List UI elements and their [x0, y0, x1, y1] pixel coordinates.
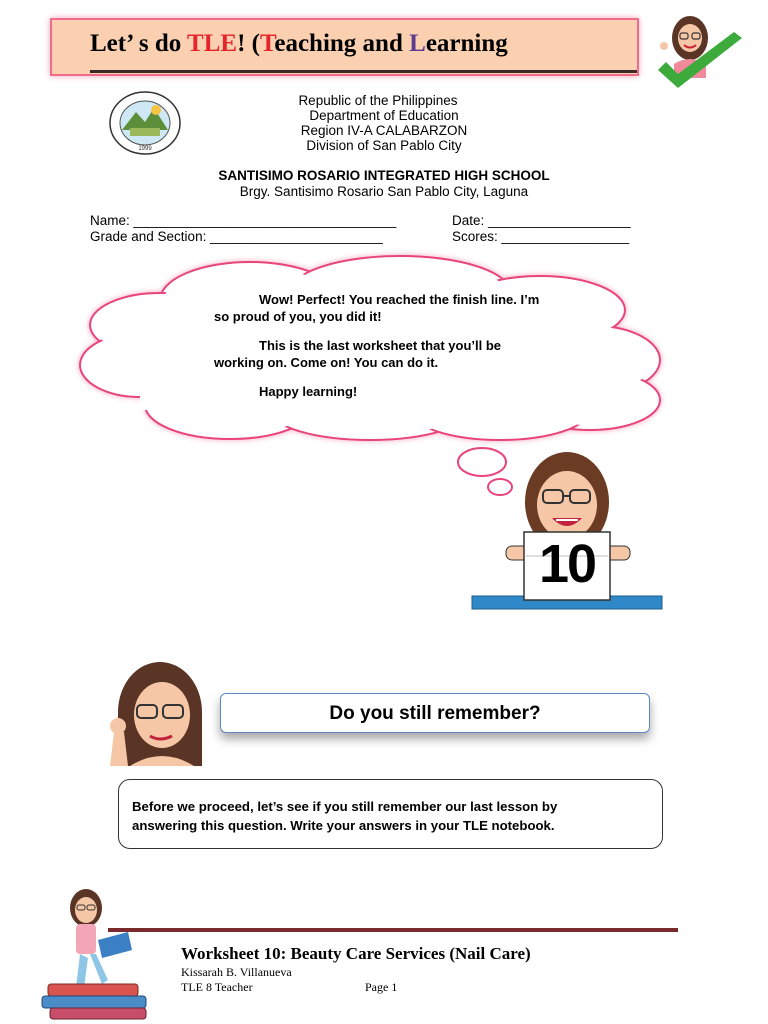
footer-divider [108, 928, 678, 932]
banner-t-letter: T [259, 30, 275, 57]
grade-section-field[interactable]: Grade and Section: _______________________ [90, 229, 383, 244]
bubble-line: Wow! Perfect! You reached the finish line. I’m [259, 292, 540, 307]
banner-text-part: s do [132, 30, 188, 57]
banner-text-part: Let [90, 30, 127, 57]
teacher-avatar-thinking-icon [90, 660, 210, 766]
school-seal-logo [108, 90, 182, 156]
banner-underline [90, 70, 637, 73]
page-number: Page 1 [365, 980, 398, 994]
teacher-avatar-check-icon [650, 8, 750, 98]
instruction-line: Before we proceed, let’s see if you still remember our last lesson by [132, 799, 558, 814]
bubble-line: working on. Come on! You can do it. [214, 355, 439, 370]
seal-year: 1999 [138, 146, 152, 152]
title-banner [50, 18, 639, 76]
header-division: Division of San Pablo City [306, 138, 462, 153]
banner-l-letter: L [409, 30, 426, 57]
teacher-reading-books-icon [40, 888, 160, 1020]
school-name: SANTISIMO ROSARIO INTEGRATED HIGH SCHOOL [218, 168, 550, 183]
remember-heading: Do you still remember? [329, 703, 541, 724]
instruction-text [132, 797, 557, 835]
banner-text-part: ! ( [237, 30, 260, 57]
bubble-line: so proud of you, you did it! [214, 309, 382, 324]
banner-apostrophe: ’ [126, 30, 133, 57]
banner-tle-word: TLE [187, 30, 238, 57]
banner-title [90, 30, 508, 58]
author-role: TLE 8 Teacher [181, 980, 253, 994]
date-field[interactable]: Date: ___________________ [452, 213, 631, 228]
banner-text-part: earning [425, 30, 508, 57]
instruction-box [118, 779, 663, 849]
header-republic: Republic of the Philippines [298, 93, 458, 108]
remember-heading-box [220, 693, 650, 733]
banner-text-part: eaching and [274, 30, 410, 57]
worksheet-title: Worksheet 10: Beauty Care Services (Nail Care) [181, 944, 531, 963]
bubble-line: This is the last worksheet that you’ll be [259, 338, 501, 353]
bubble-happy-learning: Happy learning! [259, 384, 358, 399]
author-name: Kissarah B. Villanueva [181, 965, 292, 979]
scores-field[interactable]: Scores: _________________ [452, 229, 630, 244]
header-department: Department of Education [309, 108, 459, 123]
school-address: Brgy. Santisimo Rosario San Pablo City, Laguna [239, 184, 529, 199]
instruction-line: answering this question. Write your answers in your TLE notebook. [132, 818, 555, 833]
header-region: Region IV-A CALABARZON [300, 123, 468, 138]
name-field[interactable]: Name: ___________________________________ [90, 213, 397, 228]
score-card-number: 10 [538, 534, 596, 594]
